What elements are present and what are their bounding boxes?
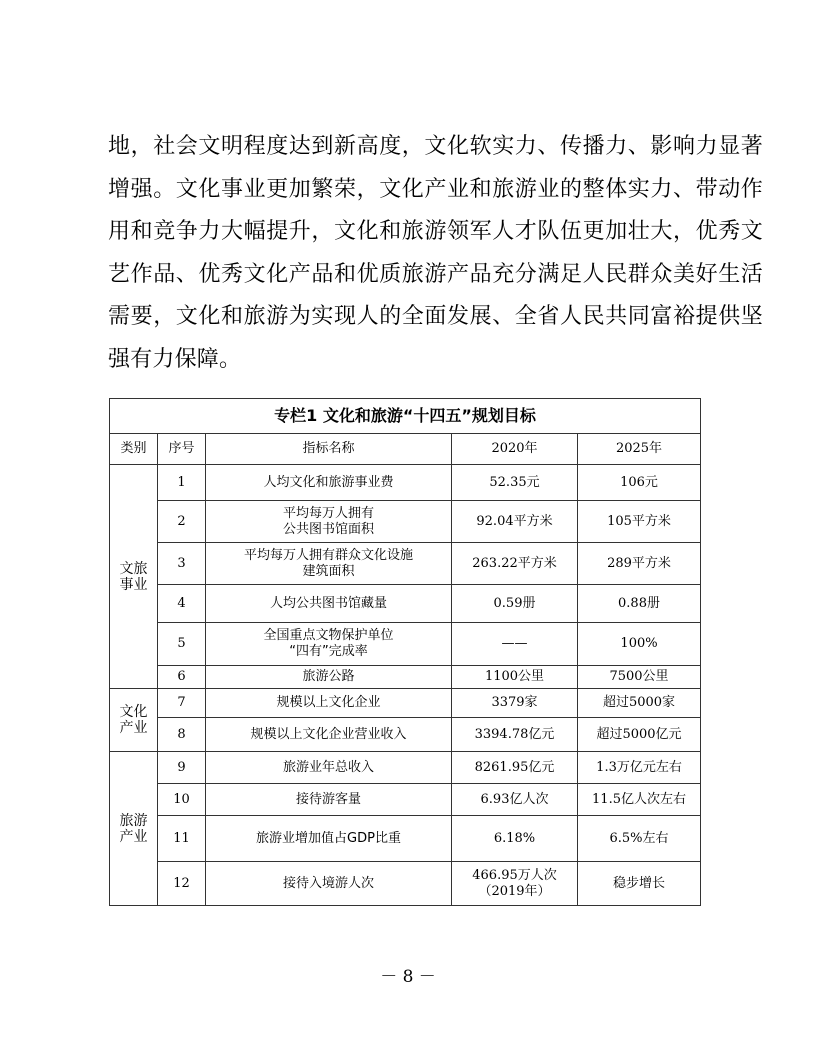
row-value-2025: 1.3万亿元左右 [578, 752, 701, 784]
row-value-2025: 289平方米 [578, 543, 701, 585]
header-number: 序号 [158, 434, 206, 465]
row-value-2020: —— [452, 623, 578, 666]
row-indicator: 旅游公路 [206, 666, 452, 689]
header-2025: 2025年 [578, 434, 701, 465]
row-indicator: 接待入境游人次 [206, 862, 452, 906]
row-number: 9 [158, 752, 206, 784]
table-row [110, 465, 701, 501]
paragraph-line: 需要，文化和旅游为实现人的全面发展、全省人民共同富裕提供坚 [108, 304, 764, 329]
row-number: 4 [158, 585, 206, 623]
table-row [110, 543, 701, 585]
row-indicator: 接待游客量 [206, 784, 452, 816]
paragraph-line: 强有力保障。 [108, 346, 242, 372]
table-row [110, 862, 701, 906]
row-indicator: 人均文化和旅游事业费 [206, 465, 452, 501]
row-indicator: 全国重点文物保护单位 “四有”完成率 [206, 623, 452, 666]
row-number: 1 [158, 465, 206, 501]
header-indicator-name: 指标名称 [206, 434, 452, 465]
page-number: － 8 － [380, 967, 436, 987]
category-cultural-industry: 文化 产业 [110, 689, 158, 752]
row-indicator: 平均每万人拥有 公共图书馆面积 [206, 501, 452, 543]
row-indicator: 人均公共图书馆藏量 [206, 585, 452, 623]
row-value-2025: 6.5%左右 [578, 816, 701, 862]
row-value-2025: 100% [578, 623, 701, 666]
row-value-2020: 6.93亿人次 [452, 784, 578, 816]
row-number: 10 [158, 784, 206, 816]
paragraph-line: 地，社会文明程度达到新高度，文化软实力、传播力、影响力显著 [108, 134, 764, 159]
row-number: 11 [158, 816, 206, 862]
row-value-2020: 0.59册 [452, 585, 578, 623]
paragraph-line: 增强。文化事业更加繁荣，文化产业和旅游业的整体实力、带动作 [108, 176, 764, 202]
table-row [110, 689, 701, 718]
row-indicator: 旅游业增加值占GDP比重 [206, 816, 452, 862]
row-value-2020: 263.22平方米 [452, 543, 578, 585]
row-value-2025: 超过5000亿元 [578, 718, 701, 752]
row-value-2025: 106元 [578, 465, 701, 501]
table-row [110, 501, 701, 543]
category-cultural-tourism-undertakings: 文旅 事业 [110, 465, 158, 689]
table-title: 专栏1 文化和旅游“十四五”规划目标 [110, 399, 701, 434]
table-header-row [110, 434, 701, 465]
row-value-2025: 7500公里 [578, 666, 701, 689]
row-value-2020: 1100公里 [452, 666, 578, 689]
row-number: 2 [158, 501, 206, 543]
category-tourism-industry: 旅游 产业 [110, 752, 158, 906]
row-value-2025: 11.5亿人次左右 [578, 784, 701, 816]
table-row [110, 718, 701, 752]
row-value-2020: 3394.78亿元 [452, 718, 578, 752]
header-2020: 2020年 [452, 434, 578, 465]
row-number: 3 [158, 543, 206, 585]
row-value-2020: 8261.95亿元 [452, 752, 578, 784]
row-value-2025: 105平方米 [578, 501, 701, 543]
header-category: 类别 [110, 434, 158, 465]
row-number: 5 [158, 623, 206, 666]
table-row [110, 784, 701, 816]
goals-table [109, 398, 701, 906]
row-indicator: 平均每万人拥有群众文化设施 建筑面积 [206, 543, 452, 585]
row-value-2020: 6.18% [452, 816, 578, 862]
row-number: 8 [158, 718, 206, 752]
row-number: 6 [158, 666, 206, 689]
table-row [110, 752, 701, 784]
row-value-2025: 超过5000家 [578, 689, 701, 718]
row-value-2025: 0.88册 [578, 585, 701, 623]
table-row [110, 585, 701, 623]
row-value-2020: 52.35元 [452, 465, 578, 501]
row-number: 12 [158, 862, 206, 906]
paragraph-line: 艺作品、优秀文化产品和优质旅游产品充分满足人民群众美好生活 [108, 261, 764, 287]
paragraph-line: 用和竞争力大幅提升，文化和旅游领军人才队伍更加壮大，优秀文 [108, 219, 764, 244]
table-row [110, 816, 701, 862]
body-paragraph [108, 126, 764, 381]
row-value-2025: 稳步增长 [578, 862, 701, 906]
row-value-2020: 3379家 [452, 689, 578, 718]
row-value-2020: 92.04平方米 [452, 501, 578, 543]
row-indicator: 规模以上文化企业营业收入 [206, 718, 452, 752]
row-indicator: 规模以上文化企业 [206, 689, 452, 718]
table-row [110, 666, 701, 689]
row-indicator: 旅游业年总收入 [206, 752, 452, 784]
row-number: 7 [158, 689, 206, 718]
row-value-2020: 466.95万人次 （2019年） [452, 862, 578, 906]
table-row [110, 623, 701, 666]
